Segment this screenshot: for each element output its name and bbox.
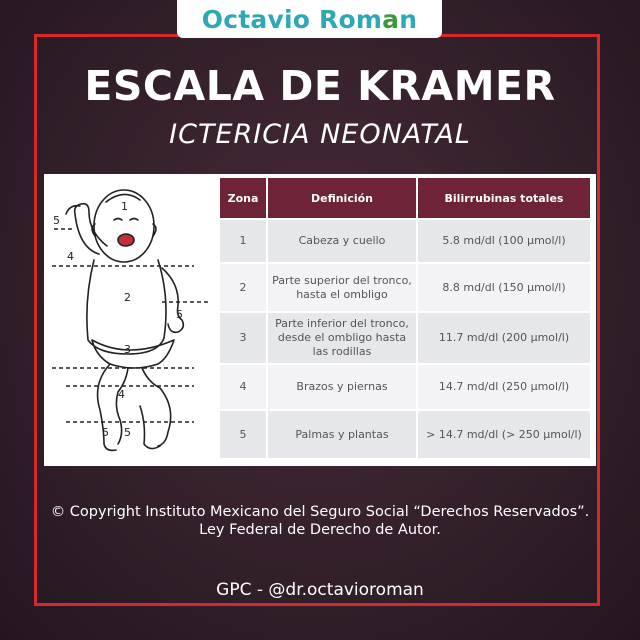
cell-zona: 2 <box>220 264 268 311</box>
zone-label-5a: 5 <box>53 214 60 227</box>
copyright-notice: © Copyright Instituto Mexicano del Seguro Social “Derechos Reservados”. Ley Federal de Derecho de Autor. <box>50 504 590 538</box>
logo-banner <box>177 0 442 38</box>
header-zona: Zona <box>220 178 268 218</box>
cell-zona: 4 <box>220 365 268 409</box>
table-row <box>220 311 590 363</box>
table-row <box>220 262 590 311</box>
logo-accent: a <box>382 4 400 34</box>
cell-zona: 5 <box>220 411 268 458</box>
cell-definicion: Parte inferior del tronco, desde el ombligo hasta las rodillas <box>268 313 418 363</box>
baby-zones-illustration <box>44 174 214 466</box>
zone-label-3: 3 <box>124 343 131 356</box>
table-row <box>220 363 590 409</box>
cell-bilirrubina: 11.7 md/dl (200 µmol/l) <box>438 331 570 345</box>
zone-label-5d: 5 <box>124 426 131 439</box>
cell-zona: 1 <box>220 220 268 262</box>
content-panel <box>44 174 596 466</box>
zone-label-4b: 4 <box>118 388 125 401</box>
logo-prefix: Octavio Rom <box>201 4 383 34</box>
header-bilirrubinas: Bilirrubinas totales <box>444 191 564 205</box>
table-row <box>220 218 590 262</box>
cell-bilirrubina: > 14.7 md/dl (> 250 µmol/l) <box>426 427 582 441</box>
cell-definicion: Brazos y piernas <box>268 365 418 409</box>
cell-bilirrubina: 5.8 md/dl (100 µmol/l) <box>442 234 566 248</box>
social-handle: GPC - @dr.octavioroman <box>216 580 424 600</box>
logo <box>202 5 417 34</box>
zone-label-1: 1 <box>121 200 128 213</box>
zone-label-5c: 5 <box>102 426 109 439</box>
cell-bilirrubina: 14.7 md/dl (250 µmol/l) <box>438 380 570 394</box>
cell-definicion: Palmas y plantas <box>268 411 418 458</box>
page-subtitle: ICTERICIA NEONATAL <box>169 119 471 150</box>
cell-definicion: Cabeza y cuello <box>268 220 418 262</box>
kramer-table <box>220 178 590 458</box>
cell-definicion: Parte superior del tronco, hasta el ombligo <box>268 264 418 311</box>
zone-label-4a: 4 <box>67 250 74 263</box>
zone-label-2: 2 <box>124 291 131 304</box>
table-body <box>220 218 590 458</box>
page-title: ESCALA DE KRAMER <box>84 62 556 110</box>
zone-label-5b: 5 <box>176 308 183 321</box>
table-header <box>220 178 590 218</box>
cell-bilirrubina: 8.8 md/dl (150 µmol/l) <box>442 280 566 294</box>
header-definicion: Definición <box>268 178 418 218</box>
cell-zona: 3 <box>220 313 268 363</box>
table-row <box>220 409 590 458</box>
logo-suffix: n <box>399 4 418 34</box>
